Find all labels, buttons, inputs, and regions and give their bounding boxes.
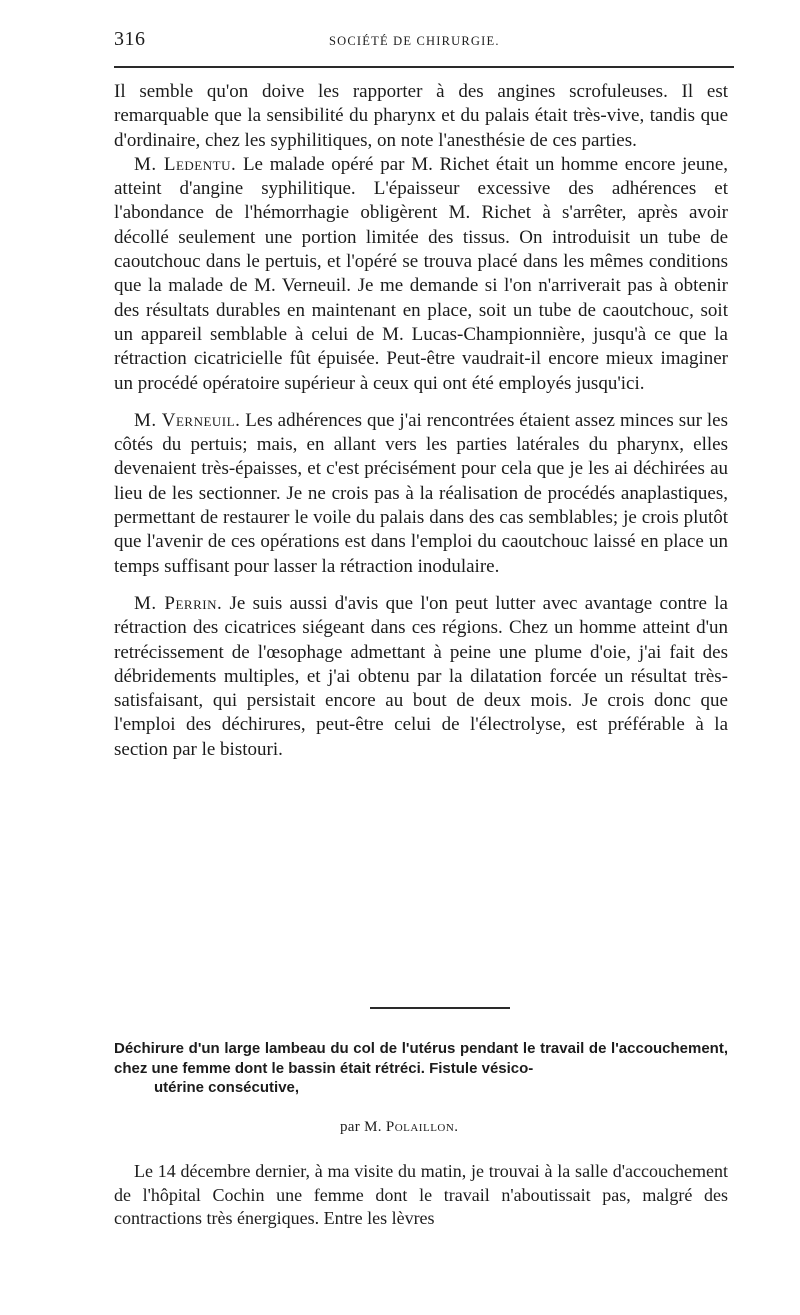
- article-author: par M. Polaillon.: [340, 1119, 459, 1135]
- page-number: 316: [114, 28, 146, 50]
- paragraph-verneuil: M. Verneuil. Les adhérences que j'ai rencontrées étaient assez minces sur les côtés du pertuis; mais, en allant vers les parties latérales du pharynx, elles devenaient très-épaisses, et c'est précisément pour cela que je les ai déchirées au lieu de les sectionner. Je ne crois pas à la réalisation de procédés anaplastiques, permettant de restaurer le voile du palais dans des cas semblables; je crois plutôt que l'avenir de ces opérations est dans l'emploi du caoutchouc laissé en place un temps suffisant pour lasser la rétraction inodulaire.: [114, 409, 728, 577]
- article-body: [114, 1160, 728, 1231]
- article-paragraph: Le 14 décembre dernier, à ma visite du matin, je trouvai à la salle d'accouchement de l'hôpital Cochin une femme dont le travail n'aboutissait pas, malgré des contractions très énergiques. Entre les lèvres: [114, 1161, 728, 1228]
- header-rule: [114, 66, 734, 68]
- book-page: [114, 22, 734, 1228]
- speaker-ledentu: M. Ledentu.: [134, 153, 237, 175]
- running-head: [114, 22, 734, 50]
- speaker-perrin: M. Perrin.: [134, 592, 223, 614]
- paragraph-continuation: Il semble qu'on doive les rapporter à des angines scrofuleuses. Il est remarquable que la sensibilité du pharynx et du palais était très-vive, tandis que d'ordinaire, chez les syphilitiques, on note l'anesthésie de ces parties.: [114, 81, 728, 151]
- section-separator: [370, 1007, 510, 1009]
- discussion-text: [114, 80, 728, 762]
- paragraph-ledentu: M. Ledentu. Le malade opéré par M. Richet était un homme encore jeune, atteint d'angine syphilitique. L'épaisseur excessive des adhérences et l'abondance de l'hémorrhagie obligèrent M. Richet à s'arrêter, après avoir décollé seulement une portion limitée des tissus. On introduisit un tube de caoutchouc dans le pertuis, et l'opéré se trouva placé dans les mêmes conditions que la malade de M. Verneuil. Je me demande si l'on n'arriverait pas à obtenir des résultats durables en maintenant en place, soit un tube de caoutchouc, soit un appareil semblable à celui de M. Lucas-Championnière, jusqu'à ce que la rétraction cicatricielle fût épuisée. Peut-être vaudrait-il encore mieux imaginer un procédé opératoire supérieur à ceux qui ont été employés jusqu'ici.: [114, 153, 728, 394]
- speaker-verneuil: M. Verneuil.: [134, 409, 241, 431]
- article-title: Déchirure d'un large lambeau du col de l'utérus pendant le travail de l'accouchement, chez une femme dont le bassin était rétréci. Fistule vésico- utérine consécutive,: [114, 1040, 728, 1096]
- paragraph-perrin: M. Perrin. Je suis aussi d'avis que l'on peut lutter avec avantage contre la rétraction des cicatrices siégeant dans ces régions. Chez un homme atteint d'un retrécissement de l'œsophage admettant à peine une plume d'oie, j'ai fait des débridements multiples, et j'ai obtenu par la dilatation forcée un résultat très-satisfaisant, qui persistait encore au bout de deux mois. Je crois donc que l'emploi des déchirures, peut-être celui de l'électrolyse, est préférable à la section par le bistouri.: [114, 592, 728, 760]
- journal-title: SOCIÉTÉ DE CHIRURGIE.: [329, 34, 500, 48]
